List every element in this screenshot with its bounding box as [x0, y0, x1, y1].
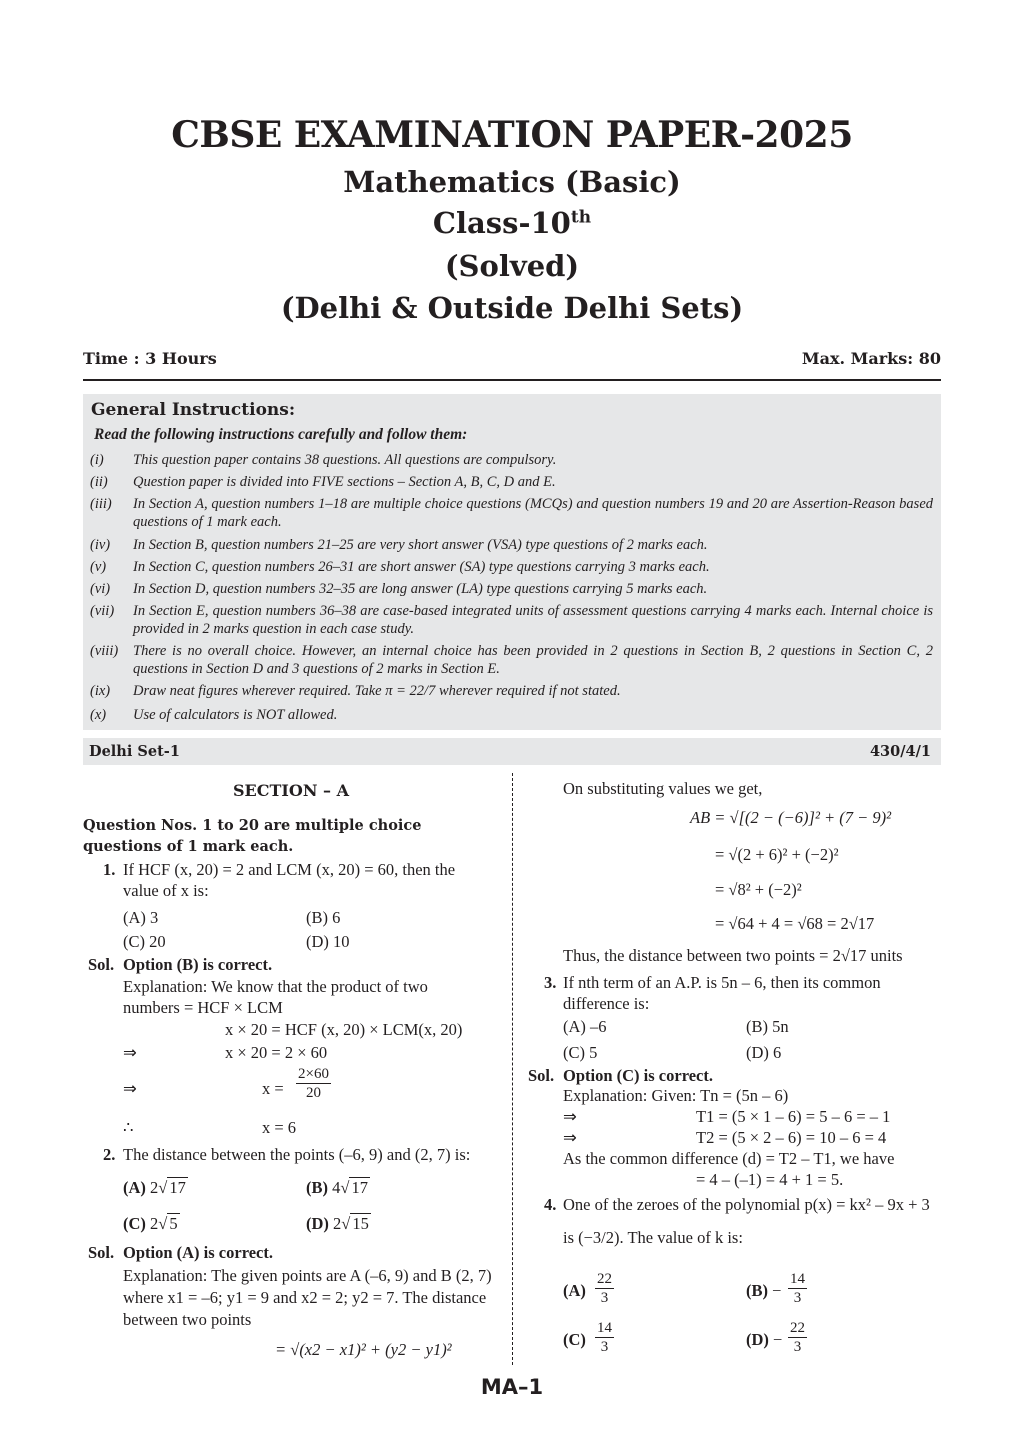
option-coefficient: 2 [333, 1214, 342, 1233]
instruction-number: (i) [90, 452, 104, 468]
ab-step-1: AB = √[(2 − (−6)]² + (7 − 9)² [690, 808, 892, 827]
sets-title: (Delhi & Outside Delhi Sets) [280, 291, 744, 325]
q1-equation-1: x × 20 = HCF (x, 20) × LCM(x, 20) [225, 1020, 463, 1039]
q2-option-d: (D) 2√ 15 [306, 1214, 369, 1233]
radicand: 15 [352, 1214, 369, 1233]
option-coefficient: 4 [332, 1178, 341, 1197]
section-intro: Question Nos. 1 to 20 are multiple choice questions of 1 mark each. [83, 817, 422, 855]
paper-title: CBSE EXAMINATION PAPER-2025 [171, 114, 853, 156]
q1-explanation-1: Explanation: We know that the product of two [123, 977, 428, 996]
q2-explanation-3: between two points [123, 1310, 252, 1329]
ab-step-2: = √(2 + 6)² + (−2)² [715, 845, 839, 864]
q3-equation-4: = 4 – (–1) = 4 + 1 = 5. [696, 1170, 844, 1189]
implies-symbol: ⇒ [563, 1107, 577, 1126]
q1-equation-2: x × 20 = 2 × 60 [225, 1043, 328, 1062]
q4-option-b: (B) − [746, 1281, 782, 1300]
ab-step-3: = √8² + (−2)² [715, 880, 802, 899]
q1-equation-4: x = 6 [262, 1118, 297, 1137]
instruction-text: In Section C, question numbers 26–31 are short answer (SA) type questions carrying 3 marks each. [133, 559, 710, 575]
option-label: (D) [306, 1214, 329, 1233]
q3-option-c: (C) 5 [563, 1043, 598, 1062]
instruction-text: Draw neat figures wherever required. Take π = 22/7 wherever required if not stated. [133, 683, 621, 699]
q3-equation-1: T1 = (5 × 1 – 6) = 5 – 6 = – 1 [696, 1107, 891, 1126]
instruction-text: In Section D, question numbers 32–35 are long answer (LA) type questions carrying 5 marks each. [133, 581, 708, 597]
q1-explanation-2: numbers = HCF × LCM [123, 998, 283, 1017]
time-label: Time : 3 Hours [83, 349, 217, 368]
radicand: 17 [351, 1178, 368, 1197]
instruction-number: (vi) [90, 581, 111, 597]
question-4-line-2: is (−3/2). The value of k is: [563, 1228, 743, 1247]
question-1-line-1: If HCF (x, 20) = 2 and LCM (x, 20) = 60, then the [123, 860, 456, 879]
instruction-text: Use of calculators is NOT allowed. [133, 707, 338, 723]
instruction-text: Question paper is divided into FIVE sections – Section A, B, C, D and E. [133, 474, 556, 490]
instruction-number: (iv) [90, 537, 111, 553]
q4-option-c [563, 1330, 586, 1350]
ab-step-4: = √64 + 4 = √68 = 2√17 [715, 914, 875, 933]
q1-option-a: (A) 3 [123, 908, 159, 927]
q1-option-d: (D) 10 [306, 932, 350, 951]
instruction-number: (viii) [90, 643, 119, 659]
instruction-number: (v) [90, 559, 107, 575]
class-title [0, 206, 1024, 240]
question-4-line-1: One of the zeroes of the polynomial p(x) = kx² – 9x + 3 [563, 1195, 930, 1214]
set-code: 430/4/1 [869, 743, 931, 760]
q4-option-a [563, 1281, 586, 1301]
q1-option-c: (C) 20 [123, 932, 166, 951]
therefore-symbol: ∴ [123, 1118, 134, 1137]
option-coefficient: 2 [150, 1178, 159, 1197]
question-number: 1. [103, 860, 116, 879]
q4-option-d: (D) − [746, 1330, 783, 1349]
fraction-denominator: 3 [600, 1290, 609, 1306]
header-rule [83, 379, 941, 381]
radicand: 17 [169, 1178, 186, 1197]
q3-option-d: (D) 6 [746, 1043, 782, 1062]
implies-symbol: ⇒ [123, 1079, 137, 1098]
q1-solution: Option (B) is correct. [123, 955, 273, 974]
question-1-line-2: value of x is: [123, 881, 209, 900]
fraction-denominator: 20 [305, 1085, 321, 1101]
option-label: (B) [306, 1178, 328, 1197]
page-number: MA–1 [480, 1375, 544, 1399]
fraction-denominator: 3 [793, 1339, 802, 1355]
solved-title: (Solved) [444, 249, 580, 283]
q3-option-b: (B) 5n [746, 1017, 789, 1036]
fraction-numerator: 14 [790, 1271, 805, 1287]
set-bar [83, 738, 941, 765]
q4-option-d-fraction [788, 1319, 807, 1356]
distance-formula: = √(x2 − x1)² + (y2 − y1)² [275, 1340, 452, 1359]
q4-option-c-fraction [595, 1319, 614, 1356]
q3-equation-2: T2 = (5 × 2 – 6) = 10 – 6 = 4 [696, 1128, 887, 1147]
instruction-text: This question paper contains 38 questions. All questions are compulsory. [133, 452, 557, 468]
fraction-numerator: 14 [597, 1320, 612, 1336]
instructions-lead: Read the following instructions carefully and follow them: [94, 426, 468, 443]
q1-solution-label: Sol. [88, 955, 115, 974]
implies-symbol: ⇒ [123, 1043, 137, 1062]
instruction-number: (ix) [90, 683, 111, 699]
class-superscript: th [570, 207, 592, 228]
q2-option-b: (B) 4√ 17 [306, 1178, 368, 1197]
max-marks-label: Max. Marks: 80 [801, 349, 941, 368]
implies-symbol: ⇒ [563, 1128, 577, 1147]
instruction-number: (vii) [90, 603, 115, 619]
instruction-text: There is no overall choice. However, an internal choice has been provided in 2 questions in Section B, 2 questions in Section C, 2 questions in Section D and 3 questions of 2 marks in Section E. [133, 643, 933, 677]
distance-result: Thus, the distance between two points = 2√17 units [563, 946, 903, 965]
q3-equation-3: As the common difference (d) = T2 – T1, we have [563, 1149, 895, 1168]
question-3-line-1: If nth term of an A.P. is 5n – 6, then its common [563, 973, 881, 992]
option-label: (A) [123, 1178, 146, 1197]
q2-explanation-1: Explanation: The given points are A (–6, 9) and B (2, 7) [123, 1266, 492, 1285]
question-2-text: The distance between the points (–6, 9) and (2, 7) is: [123, 1145, 471, 1164]
general-instructions-box [83, 394, 941, 730]
instruction-text: In Section B, question numbers 21–25 are very short answer (VSA) type questions of 2 marks each. [133, 537, 708, 553]
question-3-number: 3. [544, 973, 557, 992]
q1-option-b: (B) 6 [306, 908, 341, 927]
instruction-text: In Section A, question numbers 1–18 are multiple choice questions (MCQs) and question numbers 19 and 20 are Assertion-Reason based questions of 1 mark each. [133, 496, 933, 530]
substitution-intro: On substituting values we get, [563, 779, 763, 798]
question-1 [103, 860, 115, 880]
option-label: (A) [563, 1281, 586, 1300]
instruction-number: (ii) [90, 474, 108, 490]
fraction-numerator: 22 [597, 1271, 612, 1287]
class-prefix: Class-10 [432, 206, 571, 240]
fraction-denominator: 3 [793, 1290, 802, 1306]
fraction-numerator: 22 [790, 1320, 805, 1336]
q3-explanation-1: Explanation: Given: Tn = (5n – 6) [563, 1086, 789, 1105]
option-coefficient: 2 [150, 1214, 159, 1233]
q1-equation-3-fraction [296, 1065, 331, 1102]
q2-explanation-2: where x1 = –6; y1 = 9 and x2 = 2; y2 = 7. The distance [123, 1288, 487, 1307]
option-label: (C) [123, 1214, 146, 1233]
q3-option-a: (A) –6 [563, 1017, 607, 1036]
q1-equation-3-lhs: x = [262, 1079, 284, 1098]
q2-option-c: (C) 2√ 5 [123, 1214, 178, 1233]
q3-solution: Option (C) is correct. [563, 1066, 713, 1085]
fraction-denominator: 3 [600, 1339, 609, 1355]
question-4-number: 4. [544, 1195, 557, 1214]
question-2-number: 2. [103, 1145, 116, 1164]
q2-solution: Option (A) is correct. [123, 1243, 273, 1262]
q3-solution-label: Sol. [528, 1066, 555, 1085]
section-heading: SECTION – A [233, 781, 349, 800]
instructions-title: General Instructions: [91, 400, 296, 420]
column-divider [512, 773, 513, 1365]
option-label: (C) [563, 1330, 586, 1349]
q2-solution-label: Sol. [88, 1243, 115, 1262]
option-label: (D) [746, 1330, 769, 1349]
q2-option-a: (A) 2√ 17 [123, 1178, 186, 1197]
radicand: 5 [169, 1214, 178, 1233]
option-label: (B) [746, 1281, 768, 1300]
instruction-number: (iii) [90, 496, 112, 512]
fraction-numerator: 2×60 [298, 1066, 329, 1082]
question-3-line-2: difference is: [563, 994, 650, 1013]
set-name: Delhi Set-1 [89, 743, 180, 760]
instruction-text: In Section E, question numbers 36–38 are case-based integrated units of assessment questions carrying 4 marks each. Internal choice is provided in 2 marks question in each case study. [133, 603, 933, 637]
subject-title: Mathematics (Basic) [343, 165, 681, 199]
q4-option-a-fraction [595, 1270, 614, 1307]
q4-option-b-fraction [788, 1270, 807, 1307]
instruction-number: (x) [90, 707, 107, 723]
